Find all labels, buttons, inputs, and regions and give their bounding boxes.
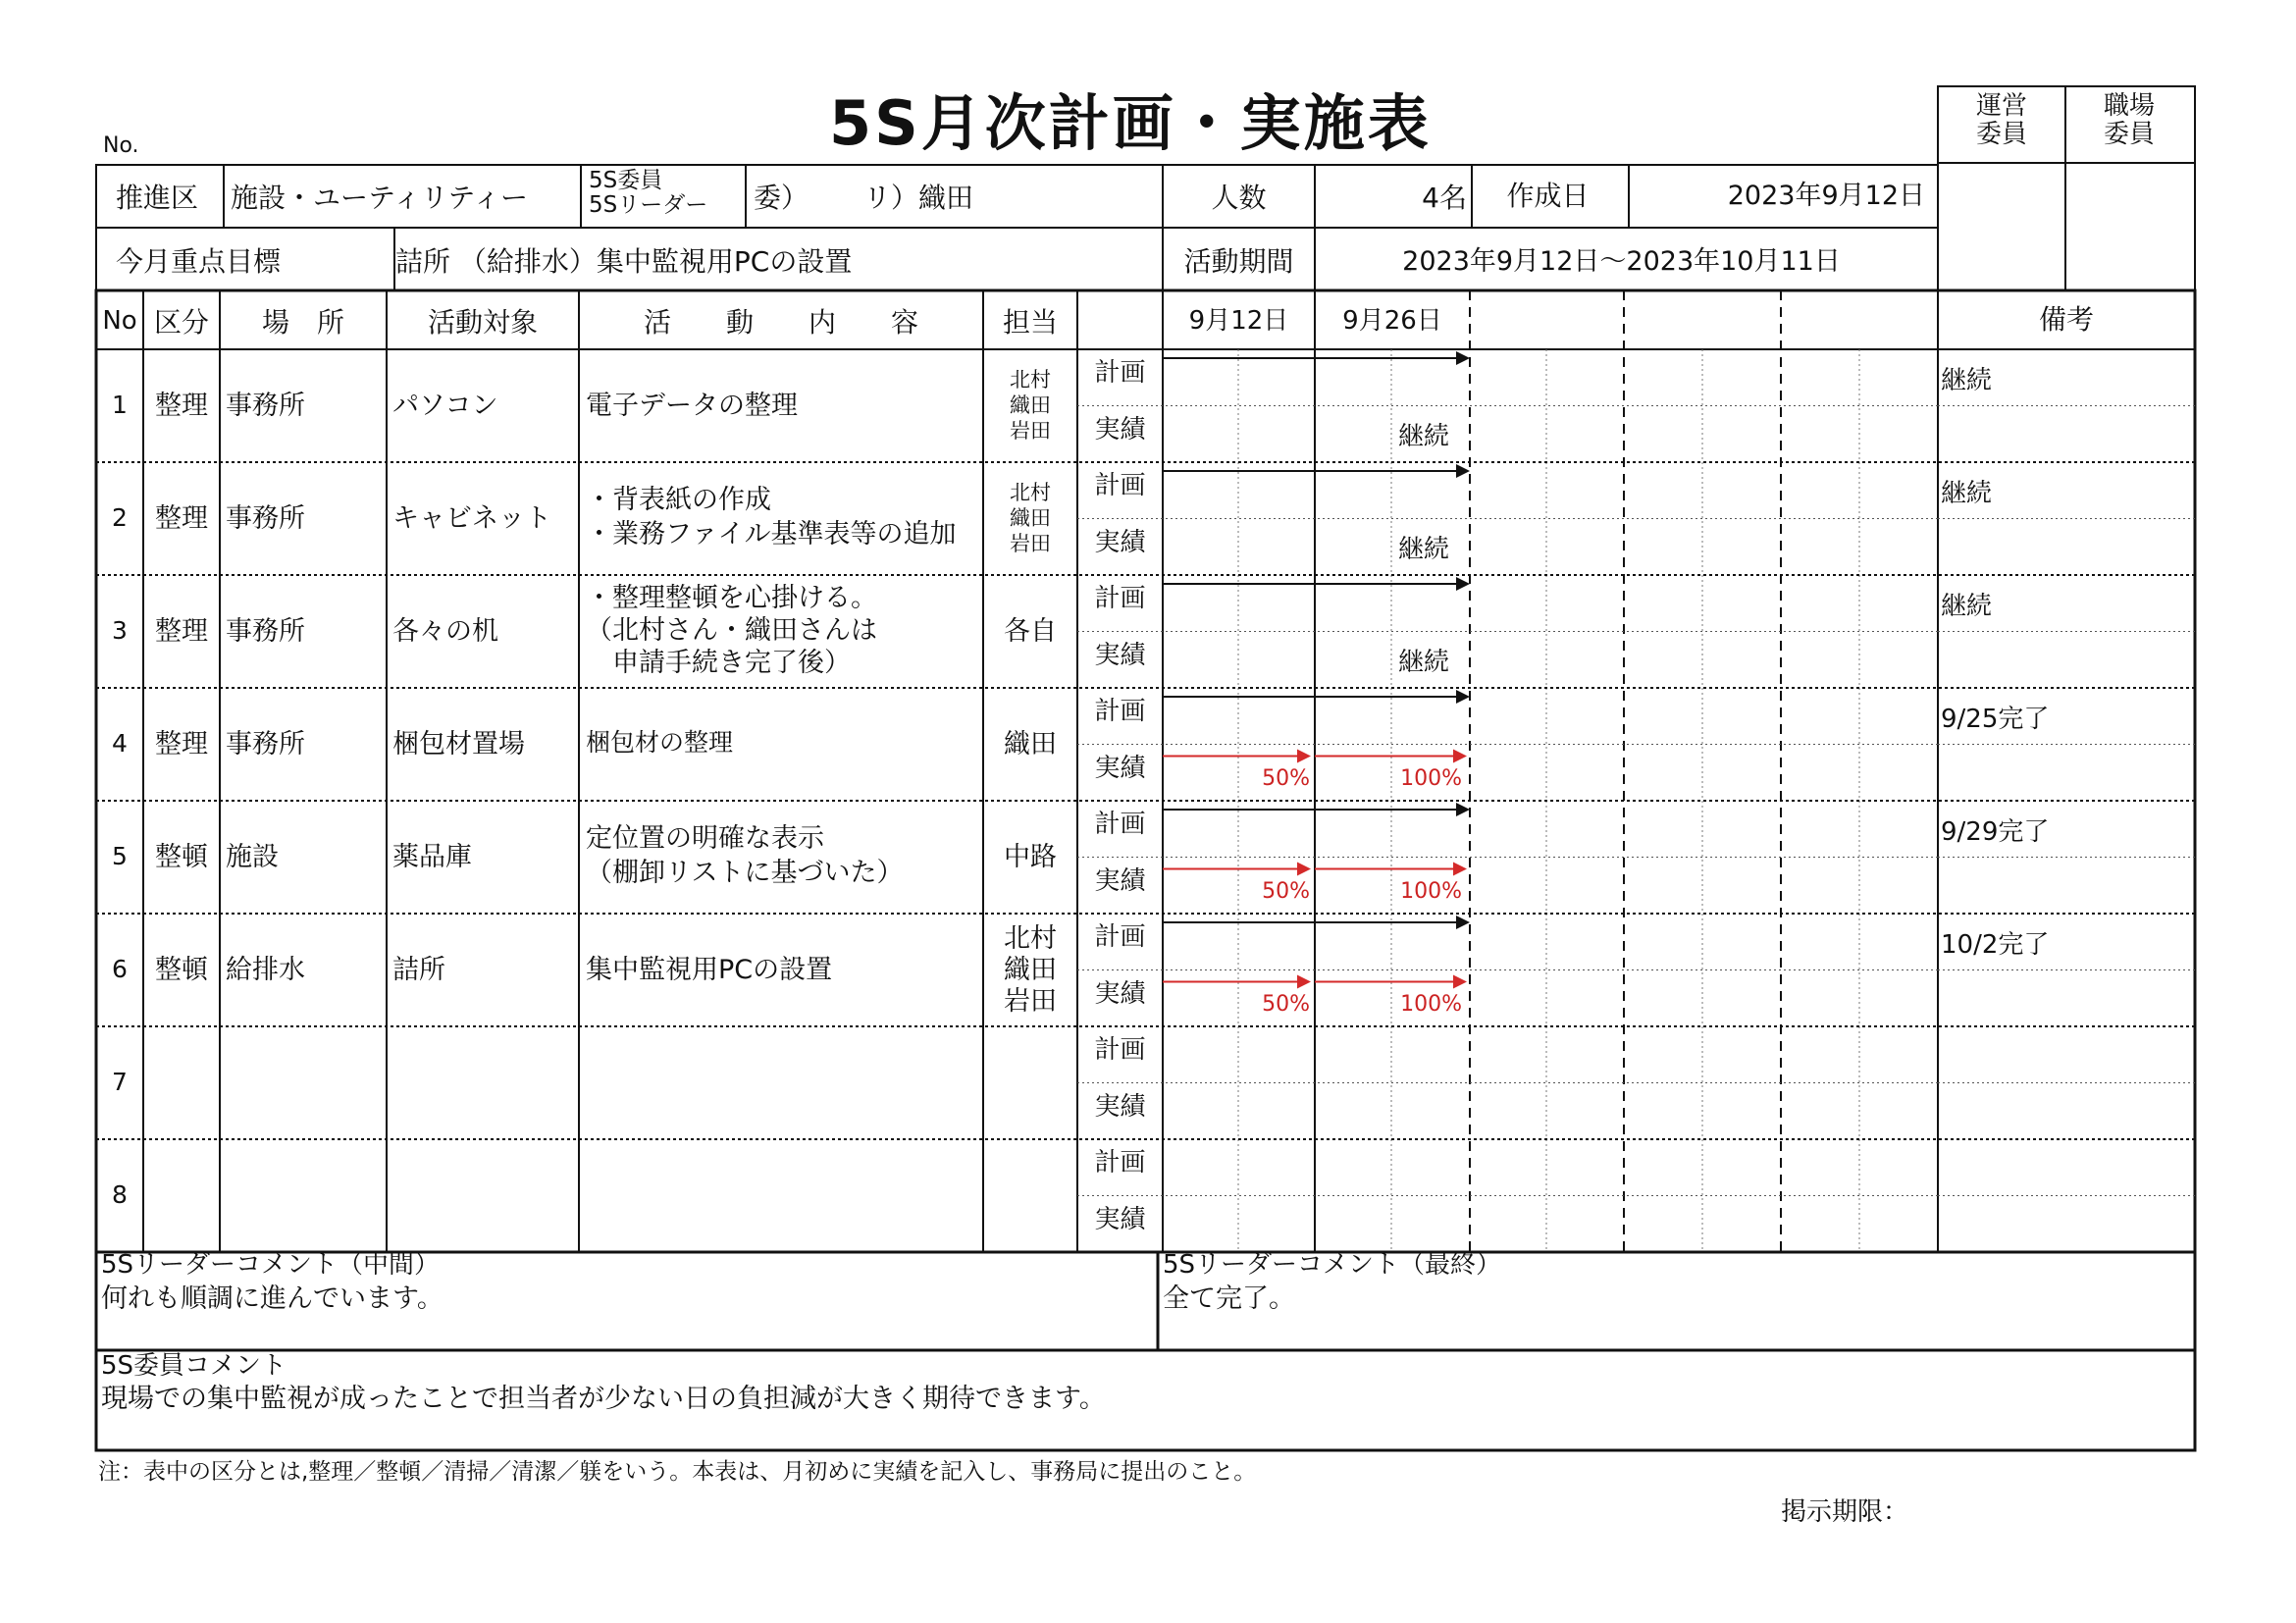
row-no: 1 <box>112 390 128 419</box>
row-plan-label: 計画 <box>1094 922 1146 952</box>
row-content-line: 定位置の明確な表示 <box>586 822 824 854</box>
row-actual-label: 実績 <box>1094 1204 1146 1234</box>
row-person: 北村 <box>1010 480 1051 504</box>
actual-arrow-head <box>1297 750 1311 763</box>
row-progress-pct-2: 100% <box>1400 991 1462 1017</box>
row-progress-pct-1: 50% <box>1262 991 1310 1017</box>
period-label: 活動期間 <box>1183 245 1294 278</box>
row-actual-label: 実績 <box>1094 640 1146 670</box>
approval-label: 職場 <box>2103 91 2155 121</box>
row-person: 織田 <box>1010 505 1051 530</box>
row-note: 継続 <box>1941 479 1993 508</box>
posting-deadline-label: 掲示期限： <box>1781 1497 1909 1527</box>
row-actual-label: 実績 <box>1094 978 1146 1009</box>
district-label: 推進区 <box>116 182 199 214</box>
row-progress-pct-1: 50% <box>1262 878 1310 904</box>
row-actual-status: 継続 <box>1398 421 1450 451</box>
row-content-line: 梱包材の整理 <box>586 728 734 757</box>
member-value: 委） <box>754 182 809 214</box>
col-header-person: 担当 <box>1002 306 1058 339</box>
row-plan-label: 計画 <box>1094 810 1146 839</box>
row-category: 整頓 <box>155 841 208 872</box>
row-note: 継続 <box>1941 592 1993 621</box>
leader-mid-text: 何れも順調に進んでいます。 <box>101 1283 444 1314</box>
leader-label: 5Sリーダー <box>589 192 708 219</box>
leader-value: リ）織田 <box>863 182 974 214</box>
row-plan-label: 計画 <box>1094 471 1146 500</box>
row-no: 4 <box>112 728 128 758</box>
row-actual-label: 実績 <box>1094 865 1146 896</box>
count-value: 4名 <box>1422 182 1467 214</box>
actual-arrow-head <box>1453 863 1467 876</box>
goal-label: 今月重点目標 <box>116 245 282 278</box>
row-note: 10/2完了 <box>1941 930 2050 960</box>
row-actual-status: 継続 <box>1398 647 1450 677</box>
plan-arrow-head <box>1456 464 1470 478</box>
leader-mid-label: 5Sリーダーコメント（中間） <box>101 1250 441 1280</box>
col-header-place: 場 所 <box>261 306 344 339</box>
row-target: 各々の机 <box>392 615 498 647</box>
row-content-line: 集中監視用PCの設置 <box>586 955 833 985</box>
approval-label: 委員 <box>2103 120 2155 150</box>
member-label: 5S委員 <box>589 168 663 193</box>
row-plan-label: 計画 <box>1094 697 1146 726</box>
plan-arrow-head <box>1456 690 1470 704</box>
member-comment-text: 現場での集中監視が成ったことで担当者が少ない日の負担減が大きく期待できます。 <box>101 1384 1106 1414</box>
row-content-line: （北村さん・織田さんは <box>586 615 877 646</box>
row-category: 整理 <box>155 502 208 534</box>
row-category: 整理 <box>155 615 208 647</box>
plan-arrow-head <box>1456 577 1470 591</box>
row-content-line: 電子データの整理 <box>586 391 798 421</box>
row-target: 詰所 <box>392 954 445 985</box>
row-content-line: ・背表紙の作成 <box>586 484 771 515</box>
row-note: 9/29完了 <box>1941 817 2050 847</box>
plan-arrow-head <box>1456 351 1470 365</box>
row-person: 織田 <box>1004 728 1057 759</box>
row-no: 6 <box>112 954 128 983</box>
row-place: 施設 <box>226 841 279 872</box>
row-place: 事務所 <box>226 728 305 759</box>
footer-note: 注：表中の区分とは,整理／整頓／清掃／清潔／躾をいう。本表は、月初めに実績を記入し、事務局に提出のこと。 <box>98 1459 1257 1485</box>
no-label: No. <box>103 133 139 158</box>
row-progress-pct-2: 100% <box>1400 878 1462 904</box>
row-person: 岩田 <box>1010 531 1051 555</box>
row-plan-label: 計画 <box>1094 1035 1146 1065</box>
count-label: 人数 <box>1211 182 1267 214</box>
row-place: 給排水 <box>226 954 305 985</box>
approval-label: 運営 <box>1975 91 2027 121</box>
row-target: キャビネット <box>392 502 551 534</box>
col-header-content: 活 動 内 容 <box>643 306 918 339</box>
row-no: 3 <box>112 615 128 645</box>
col-header-date1: 9月12日 <box>1188 306 1289 336</box>
row-note: 継続 <box>1941 366 1993 395</box>
approval-box-admin <box>1938 92 2065 149</box>
row-no: 2 <box>112 502 128 532</box>
period-value: 2023年9月12日～2023年10月11日 <box>1402 246 1841 277</box>
row-place: 事務所 <box>226 390 305 421</box>
row-category: 整頓 <box>155 954 208 985</box>
row-actual-label: 実績 <box>1094 414 1146 445</box>
row-target: 薬品庫 <box>392 841 472 872</box>
col-header-category: 区分 <box>153 306 209 339</box>
col-header-date2: 9月26日 <box>1342 306 1442 336</box>
row-content-line: （棚卸リストに基づいた） <box>586 857 904 888</box>
row-actual-label: 実績 <box>1094 527 1146 557</box>
leader-final-label: 5Sリーダーコメント（最終） <box>1163 1250 1502 1280</box>
created-value: 2023年9月12日 <box>1727 181 1925 211</box>
row-plan-label: 計画 <box>1094 358 1146 388</box>
row-person: 中路 <box>1004 841 1057 872</box>
row-person: 岩田 <box>1004 985 1057 1017</box>
approval-box-workplace <box>2065 92 2193 149</box>
row-actual-label: 実績 <box>1094 1091 1146 1122</box>
row-person: 織田 <box>1010 393 1051 417</box>
row-plan-label: 計画 <box>1094 1148 1146 1178</box>
member-labels <box>589 169 707 219</box>
page-title: 5S月次計画・実施表 <box>829 87 1432 159</box>
created-label: 作成日 <box>1506 180 1590 212</box>
row-content-line: 申請手続き完了後） <box>586 648 851 678</box>
row-target: パソコン <box>392 390 498 421</box>
actual-arrow-head <box>1297 863 1311 876</box>
member-comment-label: 5S委員コメント <box>101 1351 287 1381</box>
approval-label: 委員 <box>1975 120 2027 150</box>
row-actual-status: 継続 <box>1398 534 1450 564</box>
row-actual-label: 実績 <box>1094 753 1146 783</box>
actual-arrow-head <box>1297 975 1311 989</box>
row-target: 梱包材置場 <box>392 728 525 759</box>
plan-arrow-head <box>1456 916 1470 929</box>
row-person: 北村 <box>1010 367 1051 392</box>
col-header-notes: 備考 <box>2038 303 2094 336</box>
row-person: 岩田 <box>1010 418 1051 443</box>
row-note: 9/25完了 <box>1941 705 2050 734</box>
row-progress-pct-2: 100% <box>1400 765 1462 791</box>
row-category: 整理 <box>155 390 208 421</box>
row-progress-pct-1: 50% <box>1262 765 1310 791</box>
goal-value: 詰所 （給排水）集中監視用PCの設置 <box>395 245 853 278</box>
row-category: 整理 <box>155 728 208 759</box>
actual-arrow-head <box>1453 750 1467 763</box>
row-no: 7 <box>112 1067 128 1096</box>
district-value: 施設・ユーティリティー <box>231 182 528 214</box>
col-header-target: 活動対象 <box>427 306 538 339</box>
row-person: 北村 <box>1004 922 1057 954</box>
row-plan-label: 計画 <box>1094 584 1146 613</box>
row-content-line: ・業務ファイル基準表等の追加 <box>586 518 957 550</box>
col-header-no: No <box>102 306 137 336</box>
row-person: 織田 <box>1004 954 1057 985</box>
row-person: 各自 <box>1004 615 1057 647</box>
leader-final-text: 全て完了。 <box>1163 1283 1295 1314</box>
actual-arrow-head <box>1453 975 1467 989</box>
row-no: 8 <box>112 1179 128 1209</box>
plan-arrow-head <box>1456 803 1470 816</box>
row-no: 5 <box>112 841 128 870</box>
row-place: 事務所 <box>226 502 305 534</box>
row-place: 事務所 <box>226 615 305 647</box>
row-content-line: ・整理整頓を心掛ける。 <box>586 583 877 613</box>
